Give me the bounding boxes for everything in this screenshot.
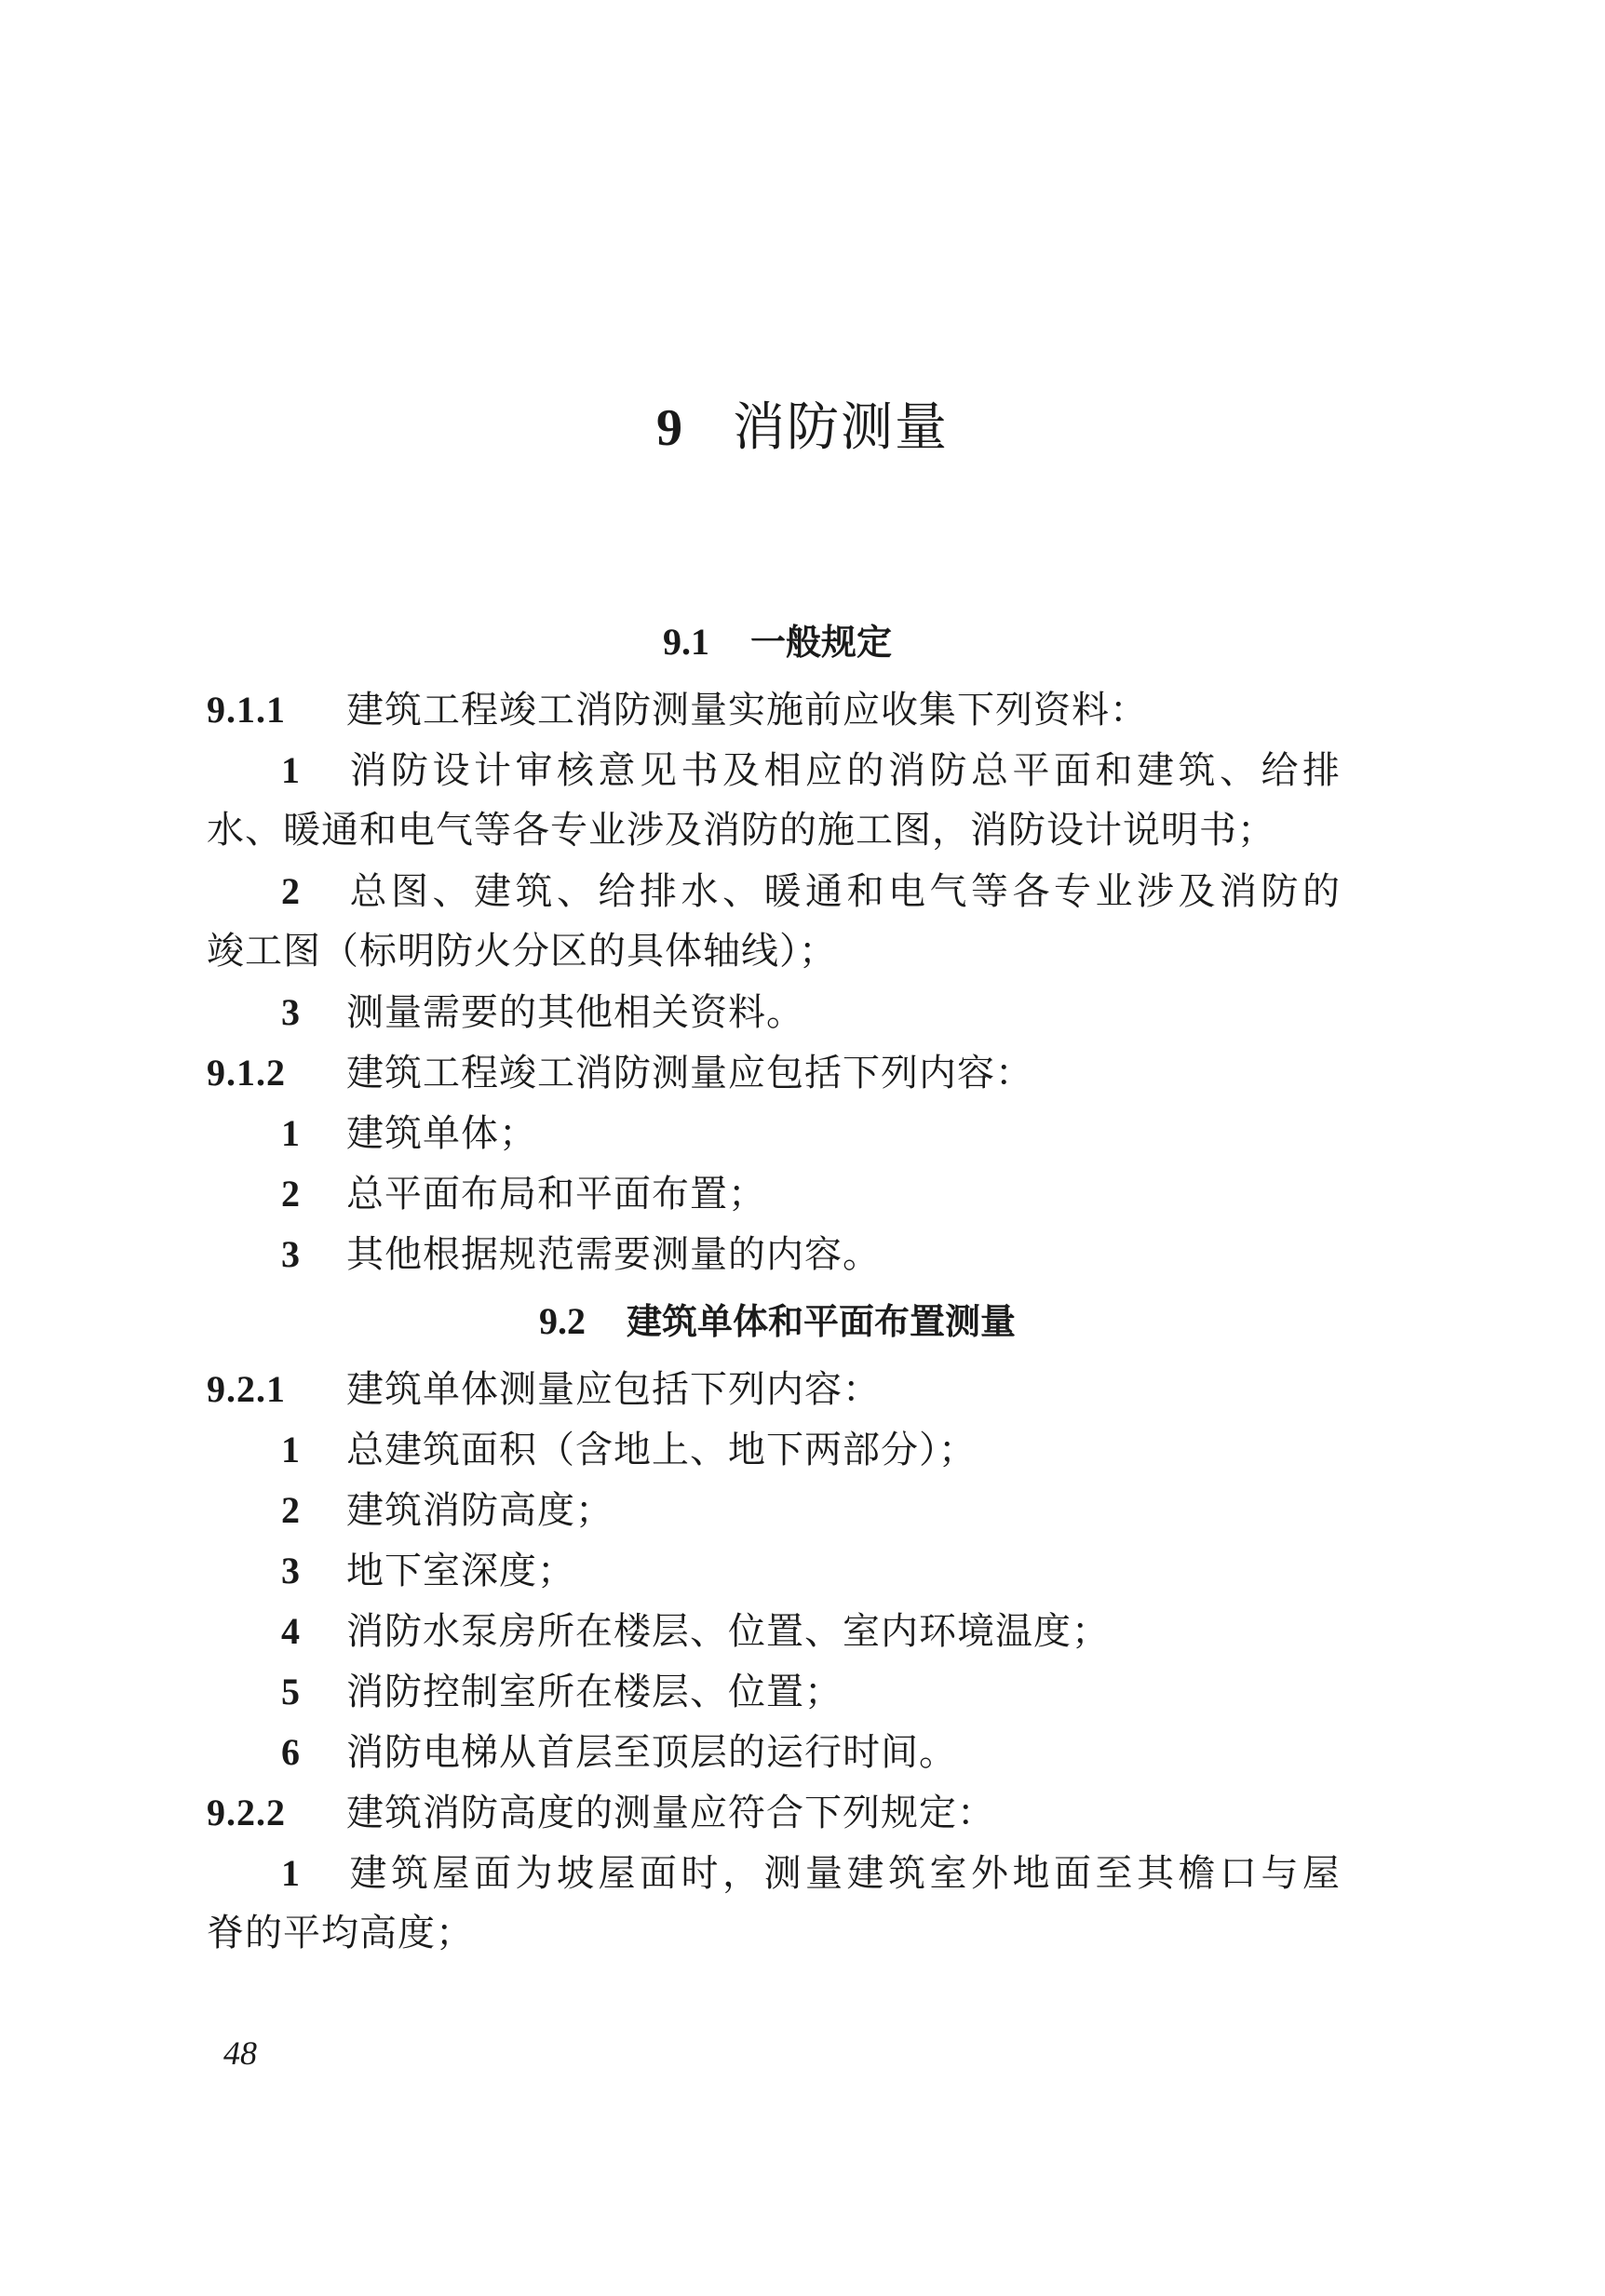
list-item-continuation: [207, 1903, 1348, 1964]
item-number: 3: [281, 991, 301, 1033]
list-item: [207, 1224, 1348, 1284]
chapter-title-text: 消防测量: [733, 397, 949, 458]
section-heading: [207, 1284, 1348, 1359]
item-text: 竣工图（标明防火分区的具体轴线）；: [207, 930, 837, 973]
item-text: 建筑屋面为坡屋面时，测量建筑室外地面至其檐口与屋: [346, 1852, 1341, 1895]
item-text: 总建筑面积（含地上、地下两部分）；: [346, 1429, 977, 1471]
item-text: 总图、建筑、给排水、暖通和电气等各专业涉及消防的: [346, 870, 1341, 913]
item-number: 2: [281, 870, 301, 912]
list-item: [207, 1601, 1348, 1661]
clause-number: 9.1.2: [207, 1052, 286, 1094]
item-text: 消防电梯从首层至顶层的运行时间。: [346, 1731, 957, 1774]
list-item: [207, 740, 1348, 800]
item-number: 3: [281, 1550, 301, 1591]
item-text: 消防控制室所在楼层、位置；: [346, 1671, 843, 1713]
item-number: 1: [281, 1852, 301, 1894]
list-item-continuation: [207, 800, 1348, 861]
section-title: 一般规定: [749, 622, 892, 663]
item-number: 5: [281, 1671, 301, 1712]
clause-text: 建筑单体测量应包括下列内容：: [346, 1368, 881, 1411]
clause-line: [207, 1042, 1348, 1103]
clause-text: 建筑消防高度的测量应符合下列规定：: [346, 1792, 995, 1834]
clause-line: [207, 1359, 1348, 1419]
list-item: [207, 1722, 1348, 1782]
section-title: 建筑单体和平面布置测量: [626, 1301, 1016, 1342]
item-number: 2: [281, 1489, 301, 1531]
item-number: 1: [281, 749, 301, 791]
item-number: 1: [281, 1429, 301, 1470]
item-number: 4: [281, 1610, 301, 1652]
clause-number: 9.1.1: [207, 689, 286, 731]
list-item: [207, 1419, 1348, 1480]
clause-text: 建筑工程竣工消防测量应包括下列内容：: [346, 1052, 1033, 1094]
section-heading: [207, 605, 1348, 679]
body-content: [207, 605, 1348, 1964]
clause-number: 9.2.1: [207, 1368, 286, 1410]
item-text: 建筑消防高度；: [346, 1489, 614, 1532]
list-item: [207, 982, 1348, 1042]
section-number: 9.2: [538, 1300, 586, 1342]
clause-line: [207, 1782, 1348, 1843]
list-item: [207, 1163, 1348, 1224]
item-text: 脊的平均高度；: [207, 1912, 474, 1954]
list-item: [207, 861, 1348, 921]
item-number: 6: [281, 1731, 301, 1773]
list-item: [207, 1103, 1348, 1163]
section-number: 9.1: [662, 621, 709, 663]
item-number: 1: [281, 1112, 301, 1154]
list-item: [207, 1843, 1348, 1903]
clause-line: [207, 679, 1348, 740]
item-text: 其他根据规范需要测量的内容。: [346, 1233, 881, 1276]
item-text: 地下室深度；: [346, 1550, 575, 1592]
clause-number: 9.2.2: [207, 1792, 286, 1833]
item-text: 测量需要的其他相关资料。: [346, 991, 804, 1034]
item-text: 消防水泵房所在楼层、位置、室内环境温度；: [346, 1610, 1110, 1653]
chapter-number: 9: [656, 399, 684, 457]
list-item: [207, 1661, 1348, 1722]
page-number: 48: [223, 2034, 257, 2072]
item-number: 3: [281, 1233, 301, 1275]
item-text: 消防设计审核意见书及相应的消防总平面和建筑、给排: [346, 749, 1341, 792]
clause-text: 建筑工程竣工消防测量实施前应收集下列资料：: [346, 689, 1148, 732]
list-item: [207, 1480, 1348, 1540]
item-text: 总平面布局和平面布置；: [346, 1173, 766, 1215]
item-text: 水、暖通和电气等各专业涉及消防的施工图，消防设计说明书；: [207, 809, 1275, 852]
item-text: 建筑单体；: [346, 1112, 537, 1155]
item-number: 2: [281, 1173, 301, 1215]
list-item: [207, 1540, 1348, 1601]
list-item-continuation: [207, 921, 1348, 982]
chapter-title: [0, 391, 1605, 465]
